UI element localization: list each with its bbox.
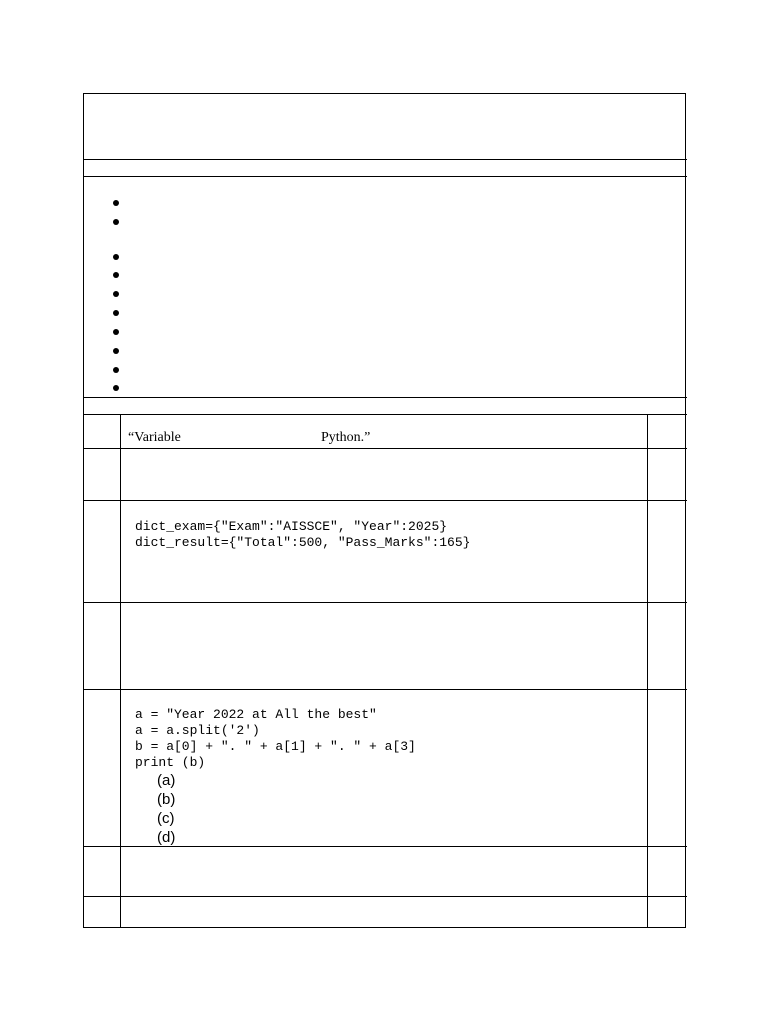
list-bullet bbox=[113, 385, 119, 391]
row-divider bbox=[83, 602, 687, 603]
option-label: (b) bbox=[157, 791, 176, 808]
row-divider bbox=[83, 500, 687, 501]
question-quote-start: “Variable bbox=[128, 430, 181, 445]
code-line: dict_result={"Total":500, "Pass_Marks":165} bbox=[135, 535, 471, 550]
option-label: (a) bbox=[157, 772, 176, 789]
list-bullet bbox=[113, 200, 119, 206]
list-bullet bbox=[113, 291, 119, 297]
question-quote-end: Python.” bbox=[321, 430, 371, 445]
list-bullet bbox=[113, 272, 119, 278]
code-line: b = a[0] + ". " + a[1] + ". " + a[3] bbox=[135, 739, 416, 754]
question-number-column-rule bbox=[120, 414, 121, 928]
answer-blank-underline bbox=[135, 927, 185, 928]
list-bullet bbox=[113, 348, 119, 354]
list-bullet bbox=[113, 254, 119, 260]
instructions-bottom-divider bbox=[83, 397, 687, 398]
option-label: (d) bbox=[157, 829, 176, 846]
row-divider bbox=[83, 689, 687, 690]
instructions-top-divider bbox=[83, 176, 687, 177]
list-bullet bbox=[113, 310, 119, 316]
list-bullet bbox=[113, 329, 119, 335]
option-label: (c) bbox=[157, 810, 175, 827]
list-bullet bbox=[113, 367, 119, 373]
code-line: a = a.split('2') bbox=[135, 723, 260, 738]
code-line: a = "Year 2022 at All the best" bbox=[135, 707, 377, 722]
list-bullet bbox=[113, 219, 119, 225]
marks-column-rule bbox=[647, 414, 648, 928]
row-divider bbox=[83, 896, 687, 897]
code-line: dict_exam={"Exam":"AISSCE", "Year":2025} bbox=[135, 519, 448, 534]
section-divider bbox=[83, 414, 687, 415]
header-divider bbox=[83, 159, 687, 160]
code-line: print (b) bbox=[135, 755, 206, 770]
row-divider bbox=[83, 448, 687, 449]
